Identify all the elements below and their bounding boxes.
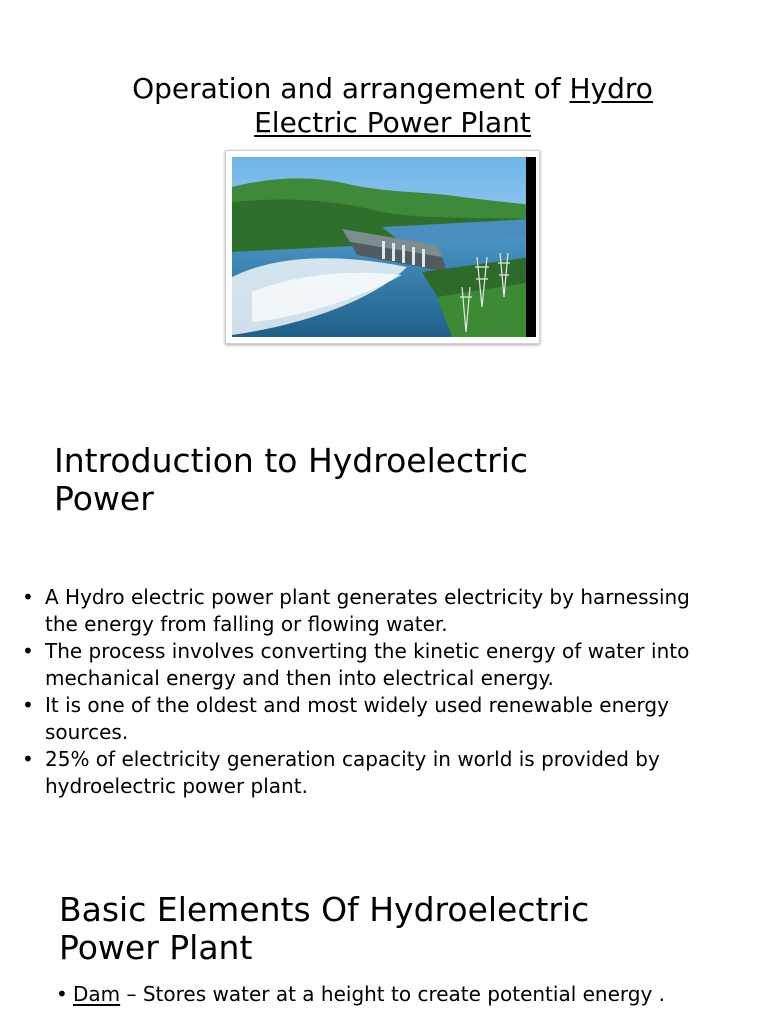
title-link-part2[interactable]: Electric Power Plant bbox=[254, 106, 531, 139]
intro-heading-line1: Introduction to Hydroelectric bbox=[54, 441, 529, 480]
list-item: • A Hydro electric power plant generates electricity by harnessing the energy from falling or flowing water. bbox=[22, 584, 722, 638]
list-item: • The process involves converting the kinetic energy of water into mechanical energy and then into electrical energy. bbox=[22, 638, 722, 692]
list-item bbox=[56, 982, 696, 1007]
element-description: – Stores water at a height to create potential energy . bbox=[120, 982, 666, 1006]
basic-elements-heading bbox=[59, 891, 709, 967]
intro-heading bbox=[54, 442, 654, 518]
intro-heading-line2: Power bbox=[54, 479, 154, 518]
title-prefix: Operation and arrangement of bbox=[132, 72, 570, 105]
photo-edge-bar bbox=[526, 157, 536, 337]
page-title bbox=[60, 72, 725, 140]
basic-heading-line2: Power Plant bbox=[59, 928, 253, 967]
list-item: • It is one of the oldest and most widely used renewable energy sources. bbox=[22, 692, 722, 746]
title-link-part1[interactable]: Hydro bbox=[569, 72, 653, 105]
dam-photo-illustration bbox=[232, 157, 532, 337]
dam-photo bbox=[225, 150, 540, 344]
basic-heading-line1: Basic Elements Of Hydroelectric bbox=[59, 890, 590, 929]
list-item: • 25% of electricity generation capacity in world is provided by hydroelectric power plant. bbox=[22, 746, 722, 800]
basic-elements-list bbox=[56, 982, 696, 1007]
element-term-dam[interactable]: Dam bbox=[73, 982, 121, 1006]
intro-bullet-list bbox=[22, 584, 722, 800]
